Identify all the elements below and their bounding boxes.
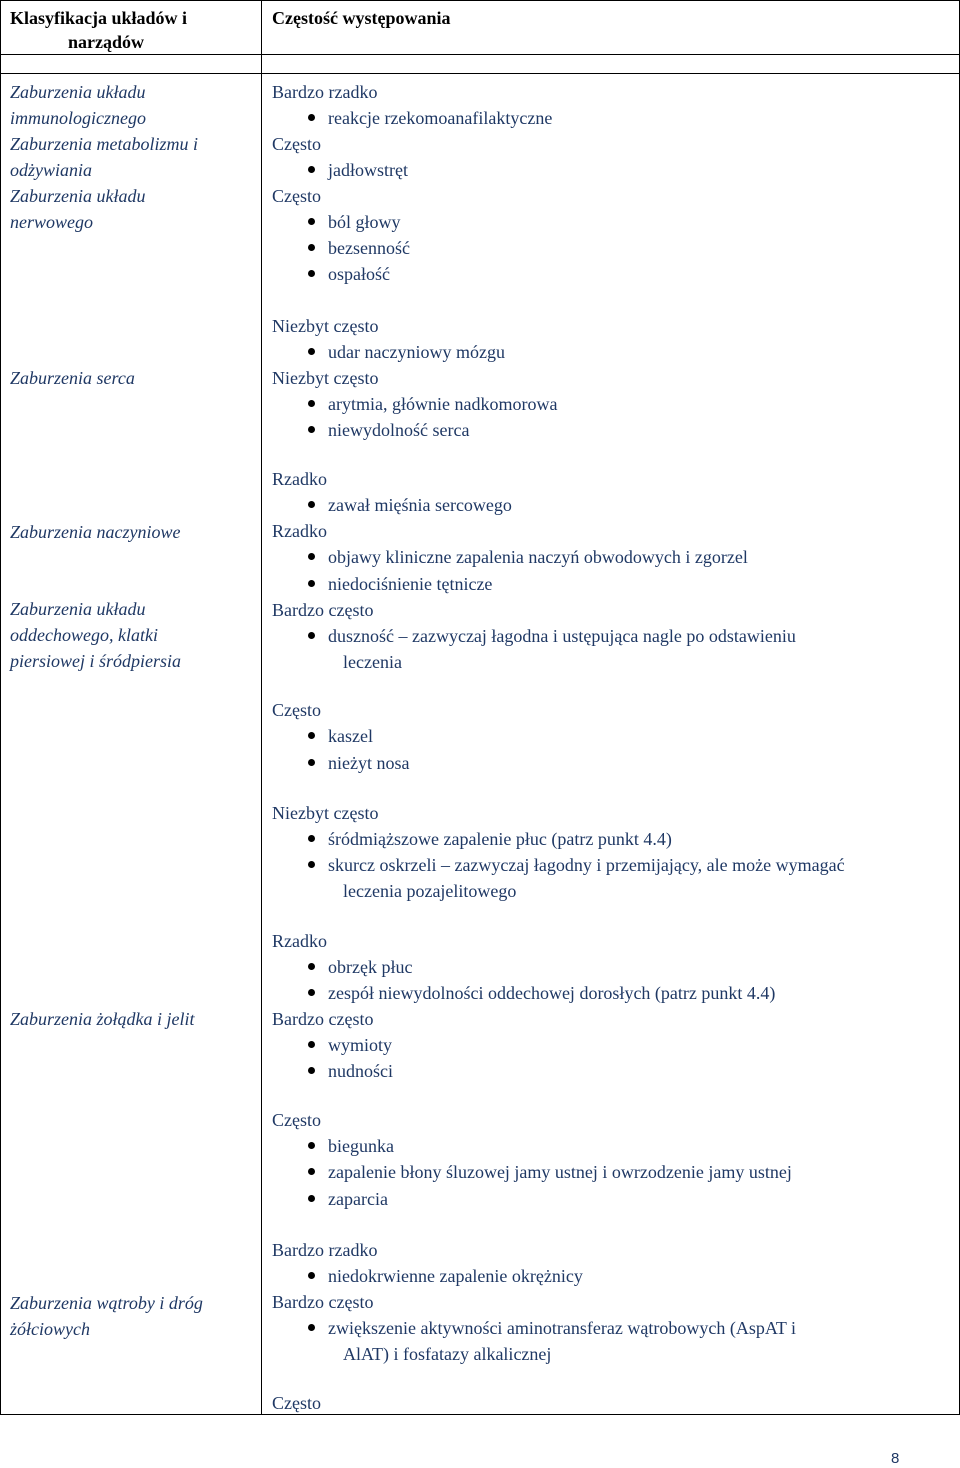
adverse-effect-item: nudności bbox=[328, 1061, 393, 1081]
adverse-effect-item: duszność – zazwyczaj łagodna i ustępująca nagle po odstawieniu bbox=[328, 626, 796, 646]
bullet-icon bbox=[308, 963, 315, 970]
bullet-icon bbox=[308, 166, 315, 173]
bullet-icon bbox=[308, 426, 315, 433]
bullet-icon bbox=[308, 218, 315, 225]
frequency-label: Często bbox=[272, 700, 321, 720]
adverse-effect-item: reakcje rzekomoanafilaktyczne bbox=[328, 108, 553, 128]
adverse-effect-item: jadłowstręt bbox=[328, 160, 408, 180]
header-organ-class: Klasyfikacja układów i bbox=[10, 8, 188, 28]
frequency-label: Rzadko bbox=[272, 469, 327, 489]
header-divider bbox=[0, 54, 960, 55]
bullet-icon bbox=[308, 114, 315, 121]
adverse-effect-item: niedokrwienne zapalenie okrężnicy bbox=[328, 1266, 583, 1286]
adverse-effect-item: kaszel bbox=[328, 726, 373, 746]
bullet-icon bbox=[308, 1195, 315, 1202]
category-label: Zaburzenia układu bbox=[10, 186, 146, 206]
bullet-icon bbox=[308, 270, 315, 277]
bullet-icon bbox=[308, 501, 315, 508]
category-label: oddechowego, klatki bbox=[10, 625, 158, 645]
header-frequency: Częstość występowania bbox=[272, 8, 451, 28]
bullet-icon bbox=[308, 861, 315, 868]
adverse-effect-item: bezsenność bbox=[328, 238, 410, 258]
bullet-icon bbox=[308, 348, 315, 355]
adverse-effect-item: zespół niewydolności oddechowej dorosłych (patrz punkt 4.4) bbox=[328, 983, 776, 1003]
category-label: Zaburzenia serca bbox=[10, 368, 135, 388]
adverse-effect-item: wymioty bbox=[328, 1035, 393, 1055]
category-label: Zaburzenia układu bbox=[10, 82, 146, 102]
category-label: piersiowej i śródpiersia bbox=[10, 651, 182, 671]
adverse-effect-item: udar naczyniowy mózgu bbox=[328, 342, 505, 362]
category-label: nerwowego bbox=[10, 212, 93, 232]
adverse-effect-item-cont: leczenia pozajelitowego bbox=[343, 881, 517, 901]
adverse-effect-item: zaparcia bbox=[328, 1189, 388, 1209]
frequency-label: Rzadko bbox=[272, 931, 327, 951]
adverse-effect-item-cont: leczenia bbox=[343, 652, 402, 672]
adverse-effect-item: śródmiąższowe zapalenie płuc (patrz punkt 4.4) bbox=[328, 829, 672, 849]
adverse-effect-item: biegunka bbox=[328, 1136, 394, 1156]
frequency-label: Często bbox=[272, 1110, 321, 1130]
adverse-effect-item: obrzęk płuc bbox=[328, 957, 413, 977]
frequency-label: Rzadko bbox=[272, 521, 327, 541]
bullet-icon bbox=[308, 553, 315, 560]
bullet-icon bbox=[308, 632, 315, 639]
adverse-effect-item: nieżyt nosa bbox=[328, 753, 410, 773]
column-divider bbox=[261, 0, 262, 1415]
bullet-icon bbox=[308, 1142, 315, 1149]
frequency-label: Niezbyt często bbox=[272, 803, 379, 823]
frequency-label: Często bbox=[272, 134, 321, 154]
frequency-label: Niezbyt często bbox=[272, 316, 379, 336]
adverse-effect-item: zapalenie błony śluzowej jamy ustnej i owrzodzenie jamy ustnej bbox=[328, 1162, 792, 1182]
adverse-effect-item: ból głowy bbox=[328, 212, 401, 232]
bullet-icon bbox=[308, 244, 315, 251]
table-border-top bbox=[0, 0, 960, 1]
category-label: Zaburzenia metabolizmu i bbox=[10, 134, 199, 154]
adverse-effect-item-cont: AlAT) i fosfatazy alkalicznej bbox=[343, 1344, 552, 1364]
category-label: Zaburzenia wątroby i dróg bbox=[10, 1293, 203, 1313]
bullet-icon bbox=[308, 1041, 315, 1048]
category-label: Zaburzenia układu bbox=[10, 599, 146, 619]
bullet-icon bbox=[308, 732, 315, 739]
bullet-icon bbox=[308, 1324, 315, 1331]
header-organ-class-cont: narządów bbox=[68, 32, 144, 52]
frequency-label: Bardzo rzadko bbox=[272, 82, 378, 102]
adverse-effect-item: ospałość bbox=[328, 264, 390, 284]
bullet-icon bbox=[308, 759, 315, 766]
frequency-label: Często bbox=[272, 186, 321, 206]
bullet-icon bbox=[308, 580, 315, 587]
category-label: Zaburzenia naczyniowe bbox=[10, 522, 181, 542]
bullet-icon bbox=[308, 1168, 315, 1175]
page-number: 8 bbox=[891, 1450, 900, 1467]
adverse-effect-item: niedociśnienie tętnicze bbox=[328, 574, 493, 594]
bullet-icon bbox=[308, 1272, 315, 1279]
adverse-effect-item: zwiększenie aktywności aminotransferaz wątrobowych (AspAT i bbox=[328, 1318, 797, 1338]
adverse-effect-item: objawy kliniczne zapalenia naczyń obwodowych i zgorzel bbox=[328, 547, 748, 567]
adverse-effect-item: zawał mięśnia sercowego bbox=[328, 495, 512, 515]
frequency-label: Bardzo często bbox=[272, 1292, 374, 1312]
adverse-effect-item: arytmia, głównie nadkomorowa bbox=[328, 394, 558, 414]
category-label: żółciowych bbox=[10, 1319, 90, 1339]
category-label: Zaburzenia żołądka i jelit bbox=[10, 1009, 195, 1029]
adverse-effect-item: skurcz oskrzeli – zazwyczaj łagodny i przemijający, ale może wymagać bbox=[328, 855, 845, 875]
bullet-icon bbox=[308, 835, 315, 842]
bullet-icon bbox=[308, 989, 315, 996]
frequency-label: Bardzo rzadko bbox=[272, 1240, 378, 1260]
category-label: odżywiania bbox=[10, 160, 93, 180]
adverse-effect-item: niewydolność serca bbox=[328, 420, 470, 440]
frequency-label: Bardzo często bbox=[272, 600, 374, 620]
frequency-label: Bardzo często bbox=[272, 1009, 374, 1029]
frequency-label: Często bbox=[272, 1393, 321, 1413]
category-label: immunologicznego bbox=[10, 108, 146, 128]
bullet-icon bbox=[308, 1067, 315, 1074]
subheader-divider bbox=[0, 73, 960, 74]
table-border-left bbox=[0, 0, 1, 1415]
table-border-bottom bbox=[0, 1414, 960, 1415]
bullet-icon bbox=[308, 400, 315, 407]
frequency-label: Niezbyt często bbox=[272, 368, 379, 388]
